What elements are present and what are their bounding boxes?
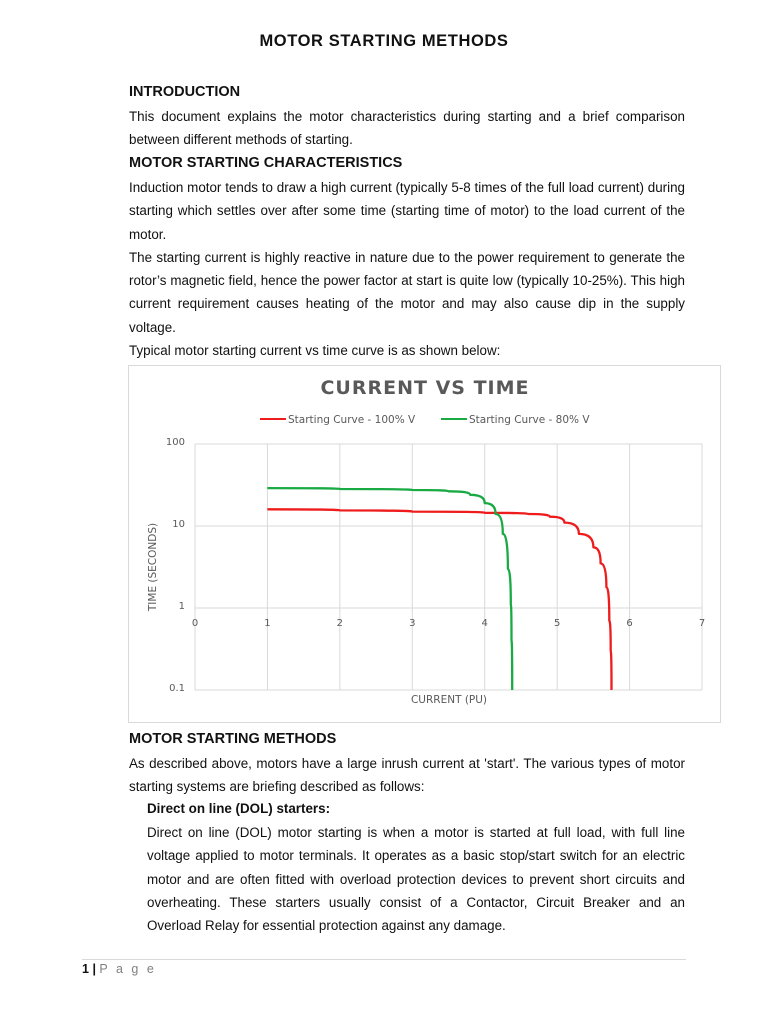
chart-grid: [195, 444, 702, 690]
y-tick-label: 0.1: [169, 683, 185, 694]
characteristics-heading: MOTOR STARTING CHARACTERISTICS: [129, 155, 403, 171]
dol-paragraph: [147, 821, 685, 937]
series-line-80v: [267, 488, 512, 690]
y-tick-label: 100: [165, 437, 185, 448]
methods-heading: MOTOR STARTING METHODS: [129, 731, 337, 747]
chart-legend: [260, 414, 590, 426]
page-label: P a g e: [99, 962, 157, 976]
x-tick-label: 2: [336, 618, 344, 629]
y-tick-label: 10: [172, 519, 185, 530]
introduction-heading: INTRODUCTION: [129, 84, 241, 100]
x-tick-label: 3: [409, 618, 416, 629]
footer-divider: [82, 959, 686, 960]
char-paragraph-1: Induction motor tends to draw a high current (typically 5-8 times of the full load current) during starting which settles over after some time (starting time of motor) to the load current of the motor.: [129, 180, 685, 242]
y-tick-label: 1: [178, 601, 185, 612]
page-separator: |: [92, 962, 96, 976]
dol-text: Direct on line (DOL) motor starting is when a motor is started at full load, with full line voltage applied to motor terminals. It operates as a basic stop/start switch for an electric motor and are often fitted with overload protection devices to prevent short circuits and overheating. These starters usually consist of a Contactor, Circuit Breaker and an Overload Relay for essential protection against any damage.: [147, 825, 685, 934]
chart-series: [267, 488, 611, 690]
intro-text: This document explains the motor characteristics during starting and a brief comparison between different methods of starting.: [129, 109, 685, 148]
y-axis-ticks: [166, 437, 185, 694]
x-tick-label: 6: [626, 618, 633, 629]
legend-label-100v: Starting Curve - 100% V: [288, 414, 416, 426]
introduction-paragraph: [129, 105, 685, 152]
page-footer: [82, 962, 156, 976]
x-axis-ticks: [192, 618, 705, 629]
legend-label-80v: Starting Curve - 80% V: [469, 414, 590, 426]
x-tick-label: 4: [481, 618, 488, 629]
methods-text: As described above, motors have a large inrush current at 'start'. The various types of motor starting systems are briefing described as follows:: [129, 756, 685, 795]
x-tick-label: 1: [264, 618, 271, 629]
series-line-100v: [267, 509, 611, 690]
page-title: MOTOR STARTING METHODS: [259, 32, 509, 50]
chart-svg: [129, 366, 720, 722]
methods-paragraph: [129, 752, 685, 799]
y-axis-label: TIME (SECONDS): [147, 522, 159, 612]
dol-heading: Direct on line (DOL) starters:: [147, 801, 331, 816]
char-paragraph-3: Typical motor starting current vs time curve is as shown below:: [129, 343, 501, 359]
x-axis-label: CURRENT (PU): [410, 694, 488, 706]
x-tick-label: 0: [191, 618, 199, 629]
x-tick-label: 7: [698, 618, 706, 629]
page-number: 1: [82, 962, 89, 976]
characteristics-body: [129, 176, 685, 362]
char-paragraph-2: The starting current is highly reactive in nature due to the power requirement to generate the rotor’s magnetic field, hence the power factor at start is quite low (typically 10-25%). This high current requirement causes heating of the motor and may also cause dip in the supply voltage.: [129, 249, 685, 335]
chart-title: CURRENT VS TIME: [320, 377, 530, 399]
current-vs-time-chart: [128, 365, 721, 723]
x-tick-label: 5: [553, 618, 561, 629]
